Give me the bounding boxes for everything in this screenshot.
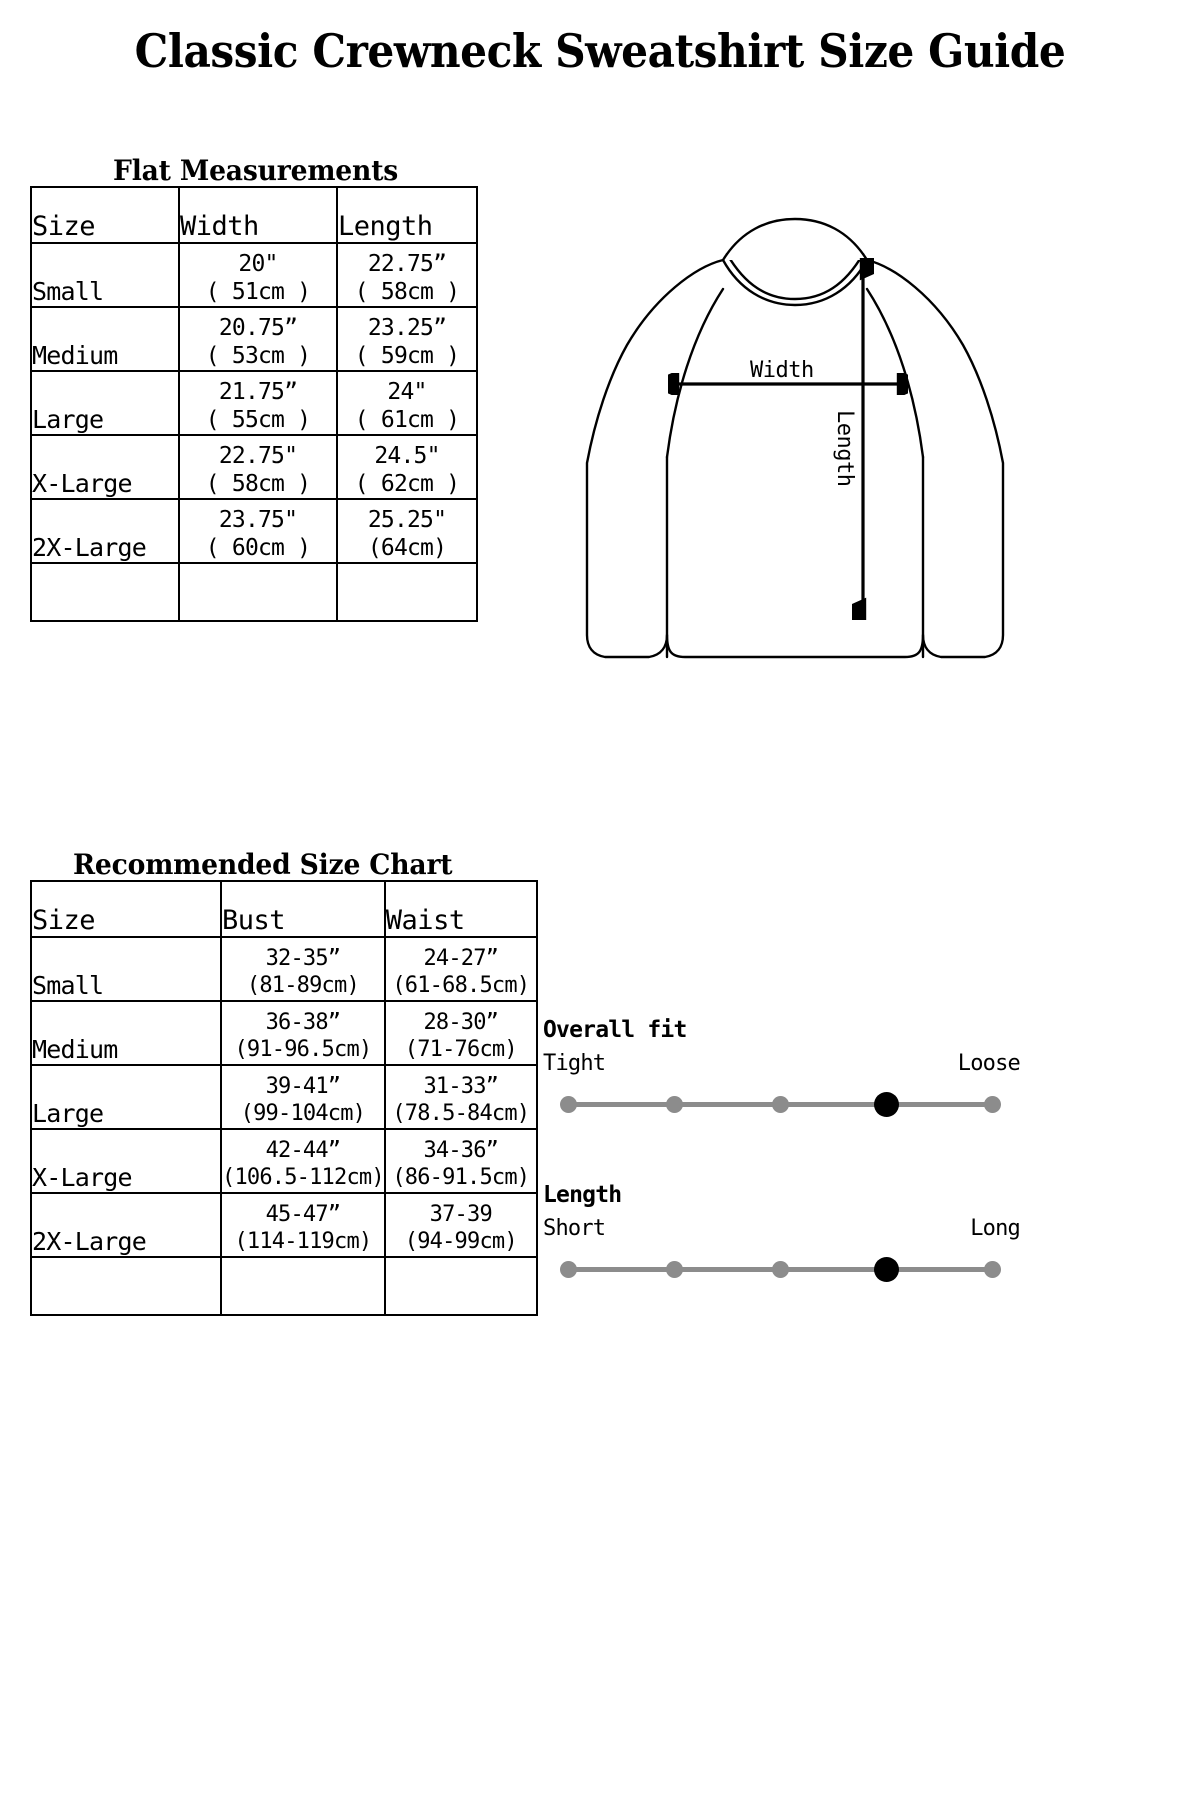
- waist-inches: 24-27”: [423, 946, 499, 972]
- column-header-waist: Waist: [385, 881, 537, 937]
- table-row: [31, 435, 477, 499]
- width-inches: 23.75": [218, 506, 298, 533]
- length-value: [337, 307, 477, 371]
- length-fit-endpoints: [540, 1216, 1020, 1244]
- waist-cm: (71-76cm): [404, 1037, 517, 1063]
- empty-cell: [31, 563, 179, 621]
- size-label: 2X-Large: [31, 499, 179, 563]
- column-header-bust: Bust: [221, 881, 385, 937]
- empty-cell: [31, 1257, 221, 1315]
- size-label: X-Large: [31, 1129, 221, 1193]
- table-row: [31, 307, 477, 371]
- page-title: Classic Crewneck Sweatshirt Size Guide: [134, 24, 1066, 78]
- size-label: Small: [31, 937, 221, 1001]
- overall-fit-dot-2[interactable]: [666, 1096, 683, 1113]
- table-header-row: [31, 881, 537, 937]
- overall-fit-left-label: Tight: [543, 1051, 606, 1076]
- width-cm: ( 53cm ): [205, 342, 311, 369]
- waist-value: [385, 1065, 537, 1129]
- waist-cm: (78.5-84cm): [392, 1101, 530, 1127]
- table-row: [31, 1001, 537, 1065]
- overall-fit-right-label: Loose: [957, 1051, 1020, 1076]
- bust-inches: 45-47”: [265, 1202, 341, 1228]
- waist-value: [385, 1193, 537, 1257]
- flat-measurements-table: [30, 186, 478, 622]
- size-label: Medium: [31, 307, 179, 371]
- bust-value: [221, 1129, 385, 1193]
- empty-cell: [337, 563, 477, 621]
- length-measure-label: Length: [832, 410, 857, 487]
- waist-inches: 34-36”: [423, 1138, 499, 1164]
- length-value: [337, 371, 477, 435]
- bust-value: [221, 1193, 385, 1257]
- length-inches: 25.25": [367, 506, 447, 533]
- length-cm: ( 58cm ): [354, 278, 460, 305]
- table-empty-row: [31, 563, 477, 621]
- column-header-width: Width: [179, 187, 337, 243]
- length-fit-title: Length: [543, 1182, 622, 1208]
- bust-cm: (99-104cm): [240, 1101, 366, 1127]
- length-cm: ( 62cm ): [354, 470, 460, 497]
- table-row: [31, 1193, 537, 1257]
- bust-value: [221, 937, 385, 1001]
- waist-cm: (61-68.5cm): [392, 973, 530, 999]
- overall-fit-scale: [540, 1017, 1020, 1119]
- crewneck-sweatshirt-illustration: [575, 205, 1015, 685]
- width-inches: 20.75”: [218, 314, 298, 341]
- length-fit-dot-2[interactable]: [666, 1261, 683, 1278]
- size-label: Large: [31, 1065, 221, 1129]
- size-label: X-Large: [31, 435, 179, 499]
- waist-inches: 31-33”: [423, 1074, 499, 1100]
- length-fit-dot-3[interactable]: [772, 1261, 789, 1278]
- length-inches: 24": [387, 378, 427, 405]
- length-cm: (64cm): [367, 534, 447, 561]
- empty-cell: [179, 563, 337, 621]
- length-fit-dot-5[interactable]: [984, 1261, 1001, 1278]
- flat-measurements-heading: Flat Measurements: [113, 154, 399, 187]
- recommended-size-chart-heading: Recommended Size Chart: [73, 848, 453, 881]
- bust-cm: (91-96.5cm): [234, 1037, 372, 1063]
- bust-cm: (81-89cm): [246, 973, 359, 999]
- length-cm: ( 61cm ): [354, 406, 460, 433]
- overall-fit-dot-3[interactable]: [772, 1096, 789, 1113]
- width-value: [179, 371, 337, 435]
- width-value: [179, 243, 337, 307]
- length-value: [337, 499, 477, 563]
- width-value: [179, 435, 337, 499]
- table-row: [31, 243, 477, 307]
- column-header-size: Size: [31, 881, 221, 937]
- waist-value: [385, 1001, 537, 1065]
- length-value: [337, 243, 477, 307]
- bust-cm: (106.5-112cm): [222, 1165, 384, 1191]
- table-empty-row: [31, 1257, 537, 1315]
- length-value: [337, 435, 477, 499]
- width-value: [179, 307, 337, 371]
- width-measure-label: Width: [750, 358, 814, 383]
- empty-cell: [385, 1257, 537, 1315]
- waist-inches: 28-30”: [423, 1010, 499, 1036]
- table-row: [31, 1129, 537, 1193]
- overall-fit-dot-1[interactable]: [560, 1096, 577, 1113]
- table-row: [31, 1065, 537, 1129]
- size-label: Medium: [31, 1001, 221, 1065]
- size-label: Large: [31, 371, 179, 435]
- column-header-size: Size: [31, 187, 179, 243]
- table-header-row: [31, 187, 477, 243]
- overall-fit-dot-4-selected[interactable]: [874, 1092, 899, 1117]
- bust-inches: 36-38”: [265, 1010, 341, 1036]
- table-row: [31, 371, 477, 435]
- width-inches: 21.75”: [218, 378, 298, 405]
- bust-inches: 39-41”: [265, 1074, 341, 1100]
- length-fit-dot-1[interactable]: [560, 1261, 577, 1278]
- table-row: [31, 499, 477, 563]
- bust-cm: (114-119cm): [234, 1229, 372, 1255]
- overall-fit-title: Overall fit: [543, 1017, 687, 1043]
- length-cm: ( 59cm ): [354, 342, 460, 369]
- length-fit-scale: [540, 1182, 1020, 1284]
- length-fit-dot-4-selected[interactable]: [874, 1257, 899, 1282]
- length-fit-left-label: Short: [543, 1216, 606, 1241]
- length-fit-right-label: Long: [970, 1216, 1020, 1241]
- width-inches: 20": [238, 250, 278, 277]
- length-inches: 24.5": [374, 442, 440, 469]
- waist-cm: (86-91.5cm): [392, 1165, 530, 1191]
- size-label: 2X-Large: [31, 1193, 221, 1257]
- width-cm: ( 55cm ): [205, 406, 311, 433]
- waist-cm: (94-99cm): [404, 1229, 517, 1255]
- width-inches: 22.75": [218, 442, 298, 469]
- width-cm: ( 51cm ): [205, 278, 311, 305]
- length-fit-track[interactable]: [540, 1254, 1020, 1284]
- waist-value: [385, 1129, 537, 1193]
- bust-inches: 42-44”: [265, 1138, 341, 1164]
- empty-cell: [221, 1257, 385, 1315]
- length-inches: 22.75”: [367, 250, 447, 277]
- length-inches: 23.25”: [367, 314, 447, 341]
- bust-value: [221, 1065, 385, 1129]
- waist-inches: 37-39: [429, 1202, 492, 1228]
- width-cm: ( 58cm ): [205, 470, 311, 497]
- overall-fit-endpoints: [540, 1051, 1020, 1079]
- width-cm: ( 60cm ): [205, 534, 311, 561]
- recommended-size-chart-table: [30, 880, 538, 1316]
- column-header-length: Length: [337, 187, 477, 243]
- overall-fit-dot-5[interactable]: [984, 1096, 1001, 1113]
- bust-value: [221, 1001, 385, 1065]
- table-row: [31, 937, 537, 1001]
- waist-value: [385, 937, 537, 1001]
- width-value: [179, 499, 337, 563]
- bust-inches: 32-35”: [265, 946, 341, 972]
- overall-fit-track[interactable]: [540, 1089, 1020, 1119]
- size-label: Small: [31, 243, 179, 307]
